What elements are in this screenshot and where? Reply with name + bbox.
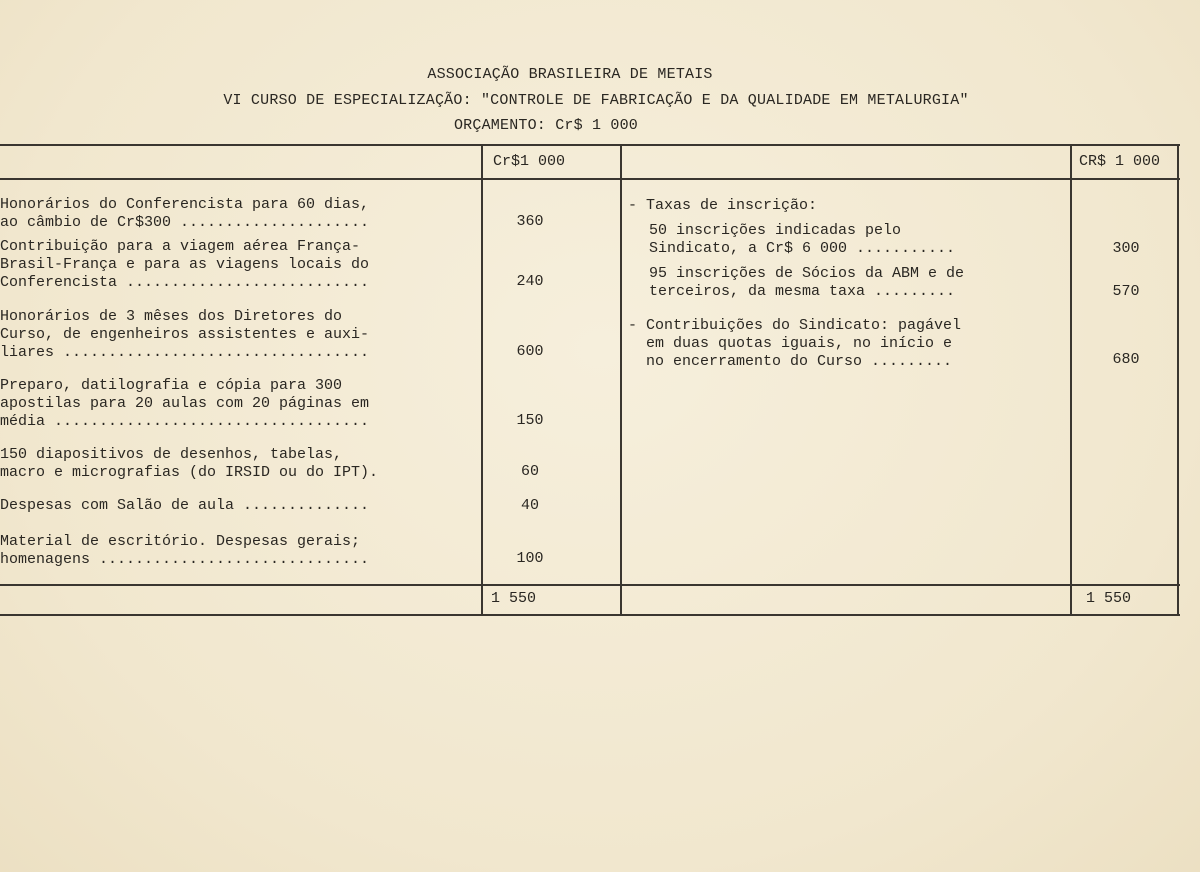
table-right-edge [1177, 144, 1179, 616]
expense-item: Preparo, datilografia e cópia para 300 apostilas para 20 aulas com 20 páginas em média ................................... [0, 377, 370, 430]
expense-value: 240 [516, 273, 544, 290]
income-value: 680 [1112, 351, 1140, 368]
income-section-label: - Taxas de inscrição: [628, 197, 818, 214]
total-top-rule [0, 584, 1180, 586]
income-column-header: CR$ 1 000 [1079, 153, 1161, 170]
course-title: VI CURSO DE ESPECIALIZAÇÃO: "CONTROLE DE FABRICAÇÃO E DA QUALIDADE EM METALURGIA" [223, 92, 969, 109]
expense-item: Despesas com Salão de aula .............. [0, 497, 370, 514]
expense-column-header: Cr$1 000 [493, 153, 566, 170]
expense-value: 150 [516, 412, 544, 429]
expense-item: 150 diapositivos de desenhos, tabelas, macro e micrografias (do IRSID ou do IPT). [0, 446, 379, 481]
expense-total: 1 550 [491, 590, 537, 607]
table-top-rule [0, 144, 1180, 146]
budget-title: ORÇAMENTO: Cr$ 1 000 [453, 117, 639, 134]
income-item: 50 inscrições indicadas pelo Sindicato, a Cr$ 6 000 ........... [649, 222, 956, 257]
expense-value: 100 [516, 550, 544, 567]
income-value: 570 [1112, 283, 1140, 300]
expense-item: Contribuição para a viagem aérea França- Brasil-França e para as viagens locais do Conferencista ........................... [0, 238, 370, 291]
header-bottom-rule [0, 178, 1180, 180]
income-total: 1 550 [1086, 590, 1132, 607]
expense-item: Honorários de 3 mêses dos Diretores do Curso, de engenheiros assistentes e auxi- liares .................................. [0, 308, 370, 361]
expense-value: 600 [516, 343, 544, 360]
expense-value: 360 [516, 213, 544, 230]
expense-value: 60 [520, 463, 539, 480]
income-value: 300 [1112, 240, 1140, 257]
expense-item: Honorários do Conferencista para 60 dias, ao câmbio de Cr$300 ..................... [0, 196, 370, 231]
column-divider-middle [620, 144, 622, 616]
column-divider-left [481, 144, 483, 616]
table-bottom-rule [0, 614, 1180, 616]
income-item: 95 inscrições de Sócios da ABM e de terceiros, da mesma taxa ......... [649, 265, 965, 300]
expense-value: 40 [520, 497, 539, 514]
expense-item: Material de escritório. Despesas gerais; homenagens .............................. [0, 533, 370, 568]
income-item: - Contribuições do Sindicato: pagável em duas quotas iguais, no início e no encerramento do Curso ......... [628, 317, 962, 370]
organization-title: ASSOCIAÇÃO BRASILEIRA DE METAIS [427, 66, 713, 83]
column-divider-right [1070, 144, 1072, 616]
